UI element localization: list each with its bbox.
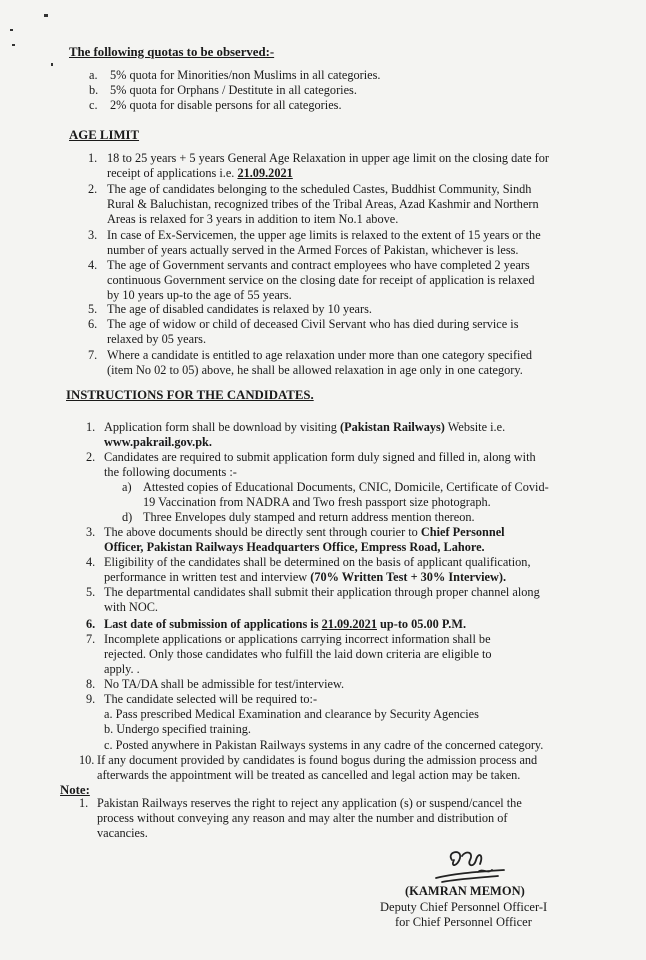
age-item-line: by 10 years up-to the age of 55 years. [107,288,292,302]
test-weighting: (70% Written Test + 30% Interview). [310,570,507,584]
age-item-line [107,166,293,180]
quota-item-text: 5% quota for Minorities/non Muslims in all categories. [110,68,381,82]
instr-item-line: Eligibility of the candidates shall be determined on the basis of applicant qualification, [104,555,531,569]
age-item-number: 6. [88,317,98,331]
sub-item-line: Three Envelopes duly stamped and return address mention thereon. [143,510,475,524]
instr-item-line [104,617,466,631]
instr-item-number: 9. [86,692,96,706]
age-item-line: Rural & Baluchistan, recognized tribes of the Tribal Areas, Azad Kashmir and Northern [107,197,539,211]
note-line: vacancies. [97,826,148,840]
age-item-line: Areas is relaxed for 3 years in addition to item No.1 above. [107,212,399,226]
sub-item-line: b. Undergo specified training. [104,722,251,736]
website-link[interactable]: www.pakrail.gov.pk. [104,435,212,449]
quota-item-label: c. [89,98,98,112]
scan-mark [12,44,15,46]
instr-item-number: 10. [79,753,95,767]
age-item-number: 7. [88,348,98,362]
instr-item-number: 1. [86,420,96,434]
instr-item-number: 6. [86,617,96,631]
sub-item-line: a. Pass prescribed Medical Examination and clearance by Security Agencies [104,707,479,721]
sub-item-line: 19 Vaccination from NADRA and Two fresh passport size photograph. [143,495,491,509]
signatory-title: Deputy Chief Personnel Officer-I [380,900,548,914]
instr-item-line: rejected. Only those candidates who fulfill the laid down criteria are eligible to [104,647,492,661]
age-item-number: 4. [88,258,98,272]
instr-item-number: 5. [86,585,96,599]
instr-text: Application form shall be download by visiting [104,420,341,434]
note-line: process without conveying any reason and may alter the number and distribution of [97,811,508,825]
instructions-heading: INSTRUCTIONS FOR THE CANDIDATES. [66,388,314,402]
age-item-line: The age of candidates belonging to the scheduled Castes, Buddhist Community, Sindh [107,182,532,196]
instr-item-line: Candidates are required to submit application form duly signed and filled in, along with [104,450,536,464]
quota-item-label: b. [89,83,99,97]
instr-item-number: 8. [86,677,96,691]
instr-item-number: 4. [86,555,96,569]
note-heading: Note: [60,783,90,797]
instr-item-number: 7. [86,632,96,646]
sub-item-line: c. Posted anywhere in Pakistan Railways systems in any cadre of the concerned category. [104,738,544,752]
instr-item-line: The departmental candidates shall submit their application through proper channel along [104,585,540,599]
sub-item-label: d) [122,510,133,524]
instr-text: up-to 05.00 P.M. [376,617,467,631]
quota-item-text: 5% quota for Orphans / Destitute in all categories. [110,83,357,97]
instr-item-number: 3. [86,525,96,539]
note-line: Pakistan Railways reserves the right to reject any application (s) or suspend/cancel the [97,796,522,810]
instr-item-line: afterwards the appointment will be treated as cancelled and legal action may be taken. [97,768,521,782]
age-item-line: relaxed by 05 years. [107,332,207,346]
age-limit-heading: AGE LIMIT [69,128,140,142]
age-item-line: continuous Government service on the closing date for receipt of application is relaxed [107,273,535,287]
age-item-line: The age of widow or child of deceased Civil Servant who has died during service is [107,317,519,331]
age-item-number: 5. [88,302,98,316]
instr-item-line: The candidate selected will be required to:- [104,692,318,706]
closing-date: 21.09.2021 [237,166,293,180]
instr-item-line: the following documents :- [104,465,237,479]
quota-item-label: a. [89,68,98,82]
org-name: (Pakistan Railways) [340,420,445,434]
age-item-line: Where a candidate is entitled to age relaxation under more than one category specified [107,348,533,362]
age-item-text: receipt of applications i.e. [107,166,238,180]
instr-text: Website i.e. [444,420,506,434]
signatory-title: for Chief Personnel Officer [395,915,532,929]
sub-item-label: a) [122,480,132,494]
age-item-number: 3. [88,228,98,242]
age-item-line: 18 to 25 years + 5 years General Age Relaxation in upper age limit on the closing date for [107,151,549,165]
age-item-line: (item No 02 to 05) above, he shall be allowed relaxation in age only in one category. [107,363,523,377]
signature-scribble [412,846,522,888]
instr-item-line: If any document provided by candidates is found bogus during the admission process and [97,753,538,767]
instr-text: The above documents should be directly sent through courier to [104,525,421,539]
instr-item-line: apply. . [104,662,140,676]
quota-item-text: 2% quota for disable persons for all categories. [110,98,342,112]
age-item-line: The age of Government servants and contract employees who have completed 2 years [107,258,530,272]
last-date: 21.09.2021 [321,617,377,631]
age-item-line: number of years actually served in the Armed Forces of Pakistan, whichever is less. [107,243,519,257]
scan-mark [51,63,53,66]
instr-item-line [104,570,506,584]
recipient-address: Chief Personnel [420,525,505,539]
scan-mark [10,29,13,31]
age-item-line: The age of disabled candidates is relaxed by 10 years. [107,302,372,316]
signatory-name: (KAMRAN MEMON) [405,884,525,898]
age-item-line: In case of Ex-Servicemen, the upper age limits is relaxed to the extent of 15 years or the [107,228,541,242]
instr-item-line [104,525,505,539]
note-item-number: 1. [79,796,89,810]
instr-text: Last date of submission of applications is [104,617,322,631]
instr-text: performance in written test and interview [104,570,311,584]
age-item-number: 2. [88,182,98,196]
instr-item-line: with NOC. [104,600,158,614]
quotas-heading: The following quotas to be observed:- [69,45,275,59]
instr-item-line: Incomplete applications or applications carrying incorrect information shall be [104,632,491,646]
age-item-number: 1. [88,151,98,165]
sub-item-line: Attested copies of Educational Documents, CNIC, Domicile, Certificate of Covid- [143,480,549,494]
scan-mark [44,14,48,17]
instr-item-line [104,420,505,434]
instr-item-number: 2. [86,450,96,464]
recipient-address: Officer, Pakistan Railways Headquarters Office, Empress Road, Lahore. [104,540,485,554]
instr-item-line: No TA/DA shall be admissible for test/interview. [104,677,345,691]
